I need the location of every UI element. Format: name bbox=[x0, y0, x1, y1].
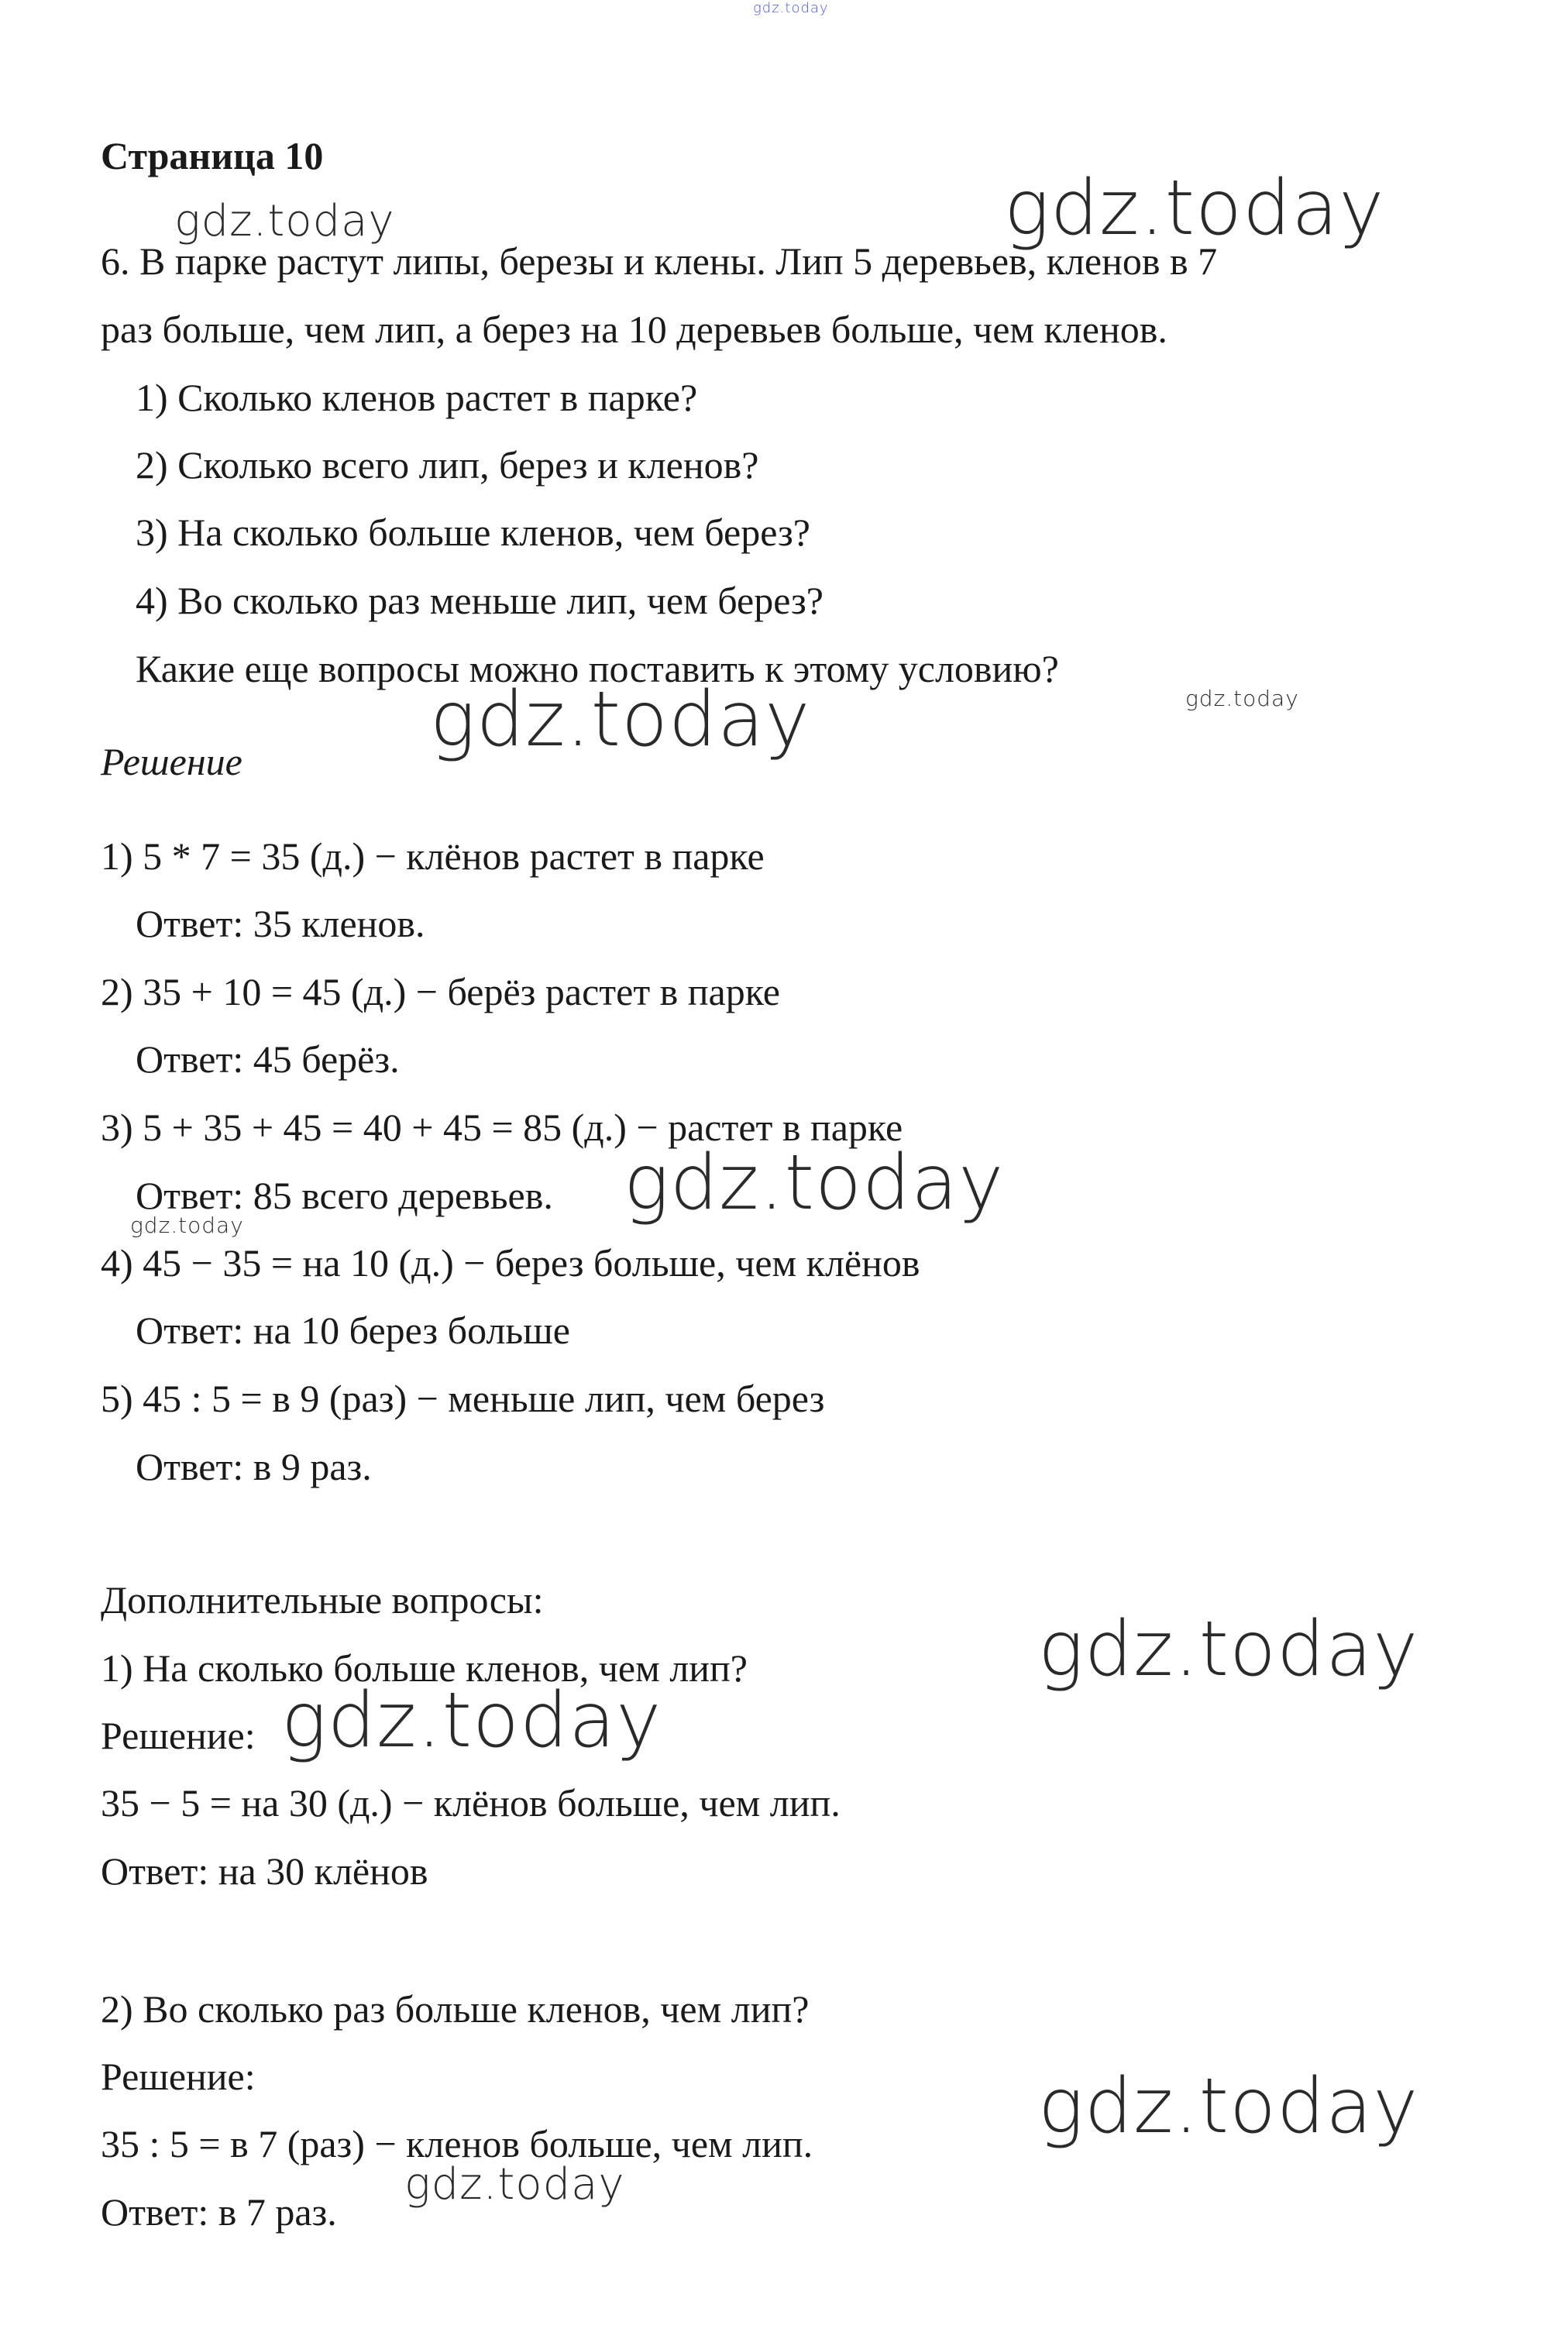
problem-text-line-1: 6. В парке растут липы, березы и клены. Лип 5 деревьев, кленов в 7 bbox=[101, 239, 1218, 283]
additional-answer-1: Ответ: на 30 клёнов bbox=[101, 1849, 428, 1893]
watermark: gdz.today bbox=[1185, 686, 1299, 711]
solution-step-4: 4) 45 − 35 = на 10 (д.) − берез больше, чем клёнов bbox=[101, 1241, 920, 1285]
solution-step-3: 3) 5 + 35 + 45 = 40 + 45 = 85 (д.) − растет в парке bbox=[101, 1106, 903, 1149]
additional-answer-2: Ответ: в 7 раз. bbox=[101, 2190, 337, 2234]
watermark-top: gdz.today bbox=[753, 0, 829, 16]
problem-text-line-2: раз больше, чем лип, а берез на 10 деревьев больше, чем кленов. bbox=[101, 308, 1167, 351]
solution-answer-4: Ответ: на 10 берез больше bbox=[136, 1309, 570, 1352]
watermark: gdz.today bbox=[430, 676, 811, 764]
question-3: 3) На сколько больше кленов, чем берез? bbox=[136, 511, 810, 554]
additional-heading: Дополнительные вопросы: bbox=[101, 1578, 544, 1622]
solution-step-5: 5) 45 : 5 = в 9 (раз) − меньше лип, чем берез bbox=[101, 1377, 825, 1420]
question-2: 2) Сколько всего лип, берез и кленов? bbox=[136, 443, 759, 487]
watermark: gdz.today bbox=[1004, 164, 1385, 253]
additional-calc-2: 35 : 5 = в 7 (раз) − кленов больше, чем лип. bbox=[101, 2122, 813, 2165]
extra-questions-prompt: Какие еще вопросы можно поставить к этому условию? bbox=[136, 647, 1059, 690]
solution-answer-1: Ответ: 35 кленов. bbox=[136, 902, 425, 945]
additional-question-2: 2) Во сколько раз больше кленов, чем лип? bbox=[101, 1987, 810, 2031]
solution-step-1: 1) 5 * 7 = 35 (д.) − клёнов растет в парке bbox=[101, 834, 765, 878]
page-title: Страница 10 bbox=[101, 134, 324, 177]
question-4: 4) Во сколько раз меньше лип, чем берез? bbox=[136, 579, 824, 622]
watermark: gdz.today bbox=[130, 1212, 244, 1238]
watermark: gdz.today bbox=[1038, 2062, 1419, 2151]
watermark: gdz.today bbox=[624, 1139, 1005, 1227]
watermark: gdz.today bbox=[1038, 1605, 1419, 1694]
additional-calc-1: 35 − 5 = на 30 (д.) − клёнов больше, чем лип. bbox=[101, 1781, 841, 1825]
additional-solution-label-2: Решение: bbox=[101, 2055, 256, 2098]
solution-answer-3: Ответ: 85 всего деревьев. bbox=[136, 1174, 553, 1217]
watermark: gdz.today bbox=[281, 1677, 662, 1765]
watermark: gdz.today bbox=[404, 2159, 625, 2210]
additional-question-1: 1) На сколько больше кленов, чем лип? bbox=[101, 1646, 748, 1690]
question-1: 1) Сколько кленов растет в парке? bbox=[136, 376, 698, 419]
solution-heading: Решение bbox=[101, 740, 242, 783]
solution-answer-2: Ответ: 45 берёз. bbox=[136, 1037, 400, 1081]
solution-step-2: 2) 35 + 10 = 45 (д.) − берёз растет в парке bbox=[101, 970, 780, 1013]
additional-solution-label-1: Решение: bbox=[101, 1714, 256, 1757]
solution-answer-5: Ответ: в 9 раз. bbox=[136, 1445, 372, 1488]
watermark: gdz.today bbox=[174, 196, 395, 246]
